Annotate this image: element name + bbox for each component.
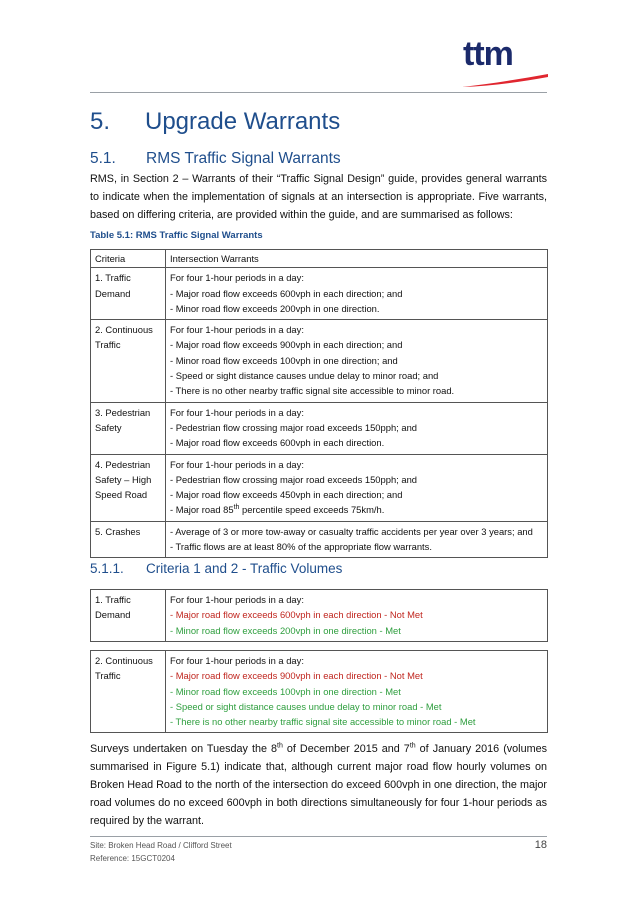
warrant-line: - Minor road flow exceeds 100vph in one direction; and <box>170 354 398 366</box>
criteria-cell: 4. Pedestrian Safety – High Speed Road <box>91 454 166 521</box>
warrant-met: - There is no other nearby traffic signal site accessible to minor road - Met <box>170 716 476 728</box>
warrants-cell <box>166 651 548 733</box>
table-row <box>91 521 548 558</box>
warrant-line <box>170 502 543 517</box>
subsection-title <box>90 560 342 578</box>
warrant-line: - Traffic flows are at least 80% of the appropriate flow warrants. <box>170 541 432 553</box>
warrants-cell <box>166 590 548 642</box>
warrant-line: - Average of 3 or more tow-away or casualty traffic accidents per year over 3 years; and <box>170 525 533 537</box>
warrant-line: - There is no other nearby traffic signal site accessible to minor road. <box>170 385 455 397</box>
table-row <box>91 651 548 733</box>
footer-reference: Reference: 15GCT0204 <box>90 854 175 863</box>
table-row <box>91 402 548 454</box>
header-rule <box>90 92 547 93</box>
heading-number: 5. <box>90 108 111 135</box>
warrant-line: - Pedestrian flow crossing major road exceeds 150pph; and <box>170 421 418 433</box>
criteria-cell: 2. Continuous Traffic <box>91 651 166 733</box>
table-row <box>91 320 548 402</box>
logo-swoosh-icon <box>460 74 550 88</box>
superscript: th <box>409 742 416 750</box>
section-number: 5.1. <box>90 150 116 167</box>
criteria-cell: 5. Crashes <box>91 521 166 558</box>
footer-rule <box>90 836 547 837</box>
warrant-line: - Minor road flow exceeds 200vph in one direction. <box>170 302 380 314</box>
superscript: th <box>277 742 283 750</box>
intro-paragraph: RMS, in Section 2 – Warrants of their “Traffic Signal Design” guide, provides general warrants to indicate when the implementation of signals at an intersection is appropriate. Five warrants, based on differing criteria, are provided within the guide, and are summarised as follows: <box>90 173 547 221</box>
warrant-line: - Speed or sight distance causes undue delay to minor road; and <box>170 370 439 382</box>
warrants-table <box>90 249 548 558</box>
warrant-line: - Pedestrian flow crossing major road exceeds 150pph; and <box>170 473 418 485</box>
header-warrants: Intersection Warrants <box>166 250 548 268</box>
table-row <box>91 268 548 320</box>
criteria-cell: 1. Traffic Demand <box>91 268 166 320</box>
ttm-logo <box>460 36 550 92</box>
warrants-cell <box>166 402 548 454</box>
warrants-cell <box>166 268 548 320</box>
surveys-paragraph <box>90 740 547 830</box>
assessment-table-2 <box>90 650 548 733</box>
warrant-line: For four 1-hour periods in a day: <box>170 272 304 284</box>
table-row <box>91 590 548 642</box>
warrant-line: For four 1-hour periods in a day: <box>170 594 304 605</box>
warrant-line: - Major road flow exceeds 450vph in each direction; and <box>170 489 403 501</box>
warrant-not-met: - Major road flow exceeds 900vph in each direction - Not Met <box>170 670 423 682</box>
footer-site: Site: Broken Head Road / Clifford Street <box>90 841 232 850</box>
criteria-cell: 3. Pedestrian Safety <box>91 402 166 454</box>
header-criteria: Criteria <box>91 250 166 268</box>
warrant-line: - Major road flow exceeds 900vph in each direction; and <box>170 339 403 351</box>
warrant-met: - Speed or sight distance causes undue delay to minor road - Met <box>170 700 442 712</box>
criteria-cell: 1. Traffic Demand <box>91 590 166 642</box>
section-title <box>90 150 341 168</box>
surveys-text: of December 2015 and 7 <box>282 743 410 755</box>
warrant-met: - Minor road flow exceeds 200vph in one direction - Met <box>170 624 401 636</box>
warrants-cell <box>166 320 548 402</box>
warrant-line: For four 1-hour periods in a day: <box>170 406 304 418</box>
warrant-line: For four 1-hour periods in a day: <box>170 458 304 470</box>
table-caption: Table 5.1: RMS Traffic Signal Warrants <box>90 230 263 241</box>
warrants-cell <box>166 454 548 521</box>
warrant-line: For four 1-hour periods in a day: <box>170 324 304 336</box>
heading-title: Upgrade Warrants <box>145 108 341 135</box>
warrant-not-met: - Major road flow exceeds 600vph in each direction - Not Met <box>170 609 423 621</box>
subsection-number: 5.1.1. <box>90 561 124 576</box>
line-text: - Major road 85 <box>170 504 234 516</box>
section-title-text: RMS Traffic Signal Warrants <box>146 150 341 167</box>
warrant-met: - Minor road flow exceeds 100vph in one direction - Met <box>170 685 401 697</box>
warrants-cell <box>166 521 548 558</box>
warrant-line: - Major road flow exceeds 600vph in each direction. <box>170 437 385 449</box>
logo-text: ttm <box>463 35 513 73</box>
surveys-text: Surveys undertaken on Tuesday the 8 <box>90 743 277 755</box>
surveys-text: of January 2016 (volumes summarised in Figure 5.1) indicate that, although current major road flow hourly volumes on Broken Head Road to the north of the intersection do exceed 600vph in one direction, the major road volumes do no exceed 600vph in both directions simultaneously for four 1-hour periods as required by the warrant. <box>90 743 547 827</box>
table-row <box>91 454 548 521</box>
warrant-line: - Major road flow exceeds 600vph in each direction; and <box>170 287 403 299</box>
table-header-row <box>91 250 548 268</box>
page-title <box>90 108 340 136</box>
subsection-title-text: Criteria 1 and 2 - Traffic Volumes <box>146 561 343 576</box>
page-number: 18 <box>534 839 547 851</box>
assessment-table-1 <box>90 589 548 642</box>
warrant-line: For four 1-hour periods in a day: <box>170 655 304 666</box>
criteria-cell: 2. Continuous Traffic <box>91 320 166 402</box>
superscript: th <box>233 504 240 512</box>
line-text: percentile speed exceeds 75km/h. <box>239 504 385 516</box>
